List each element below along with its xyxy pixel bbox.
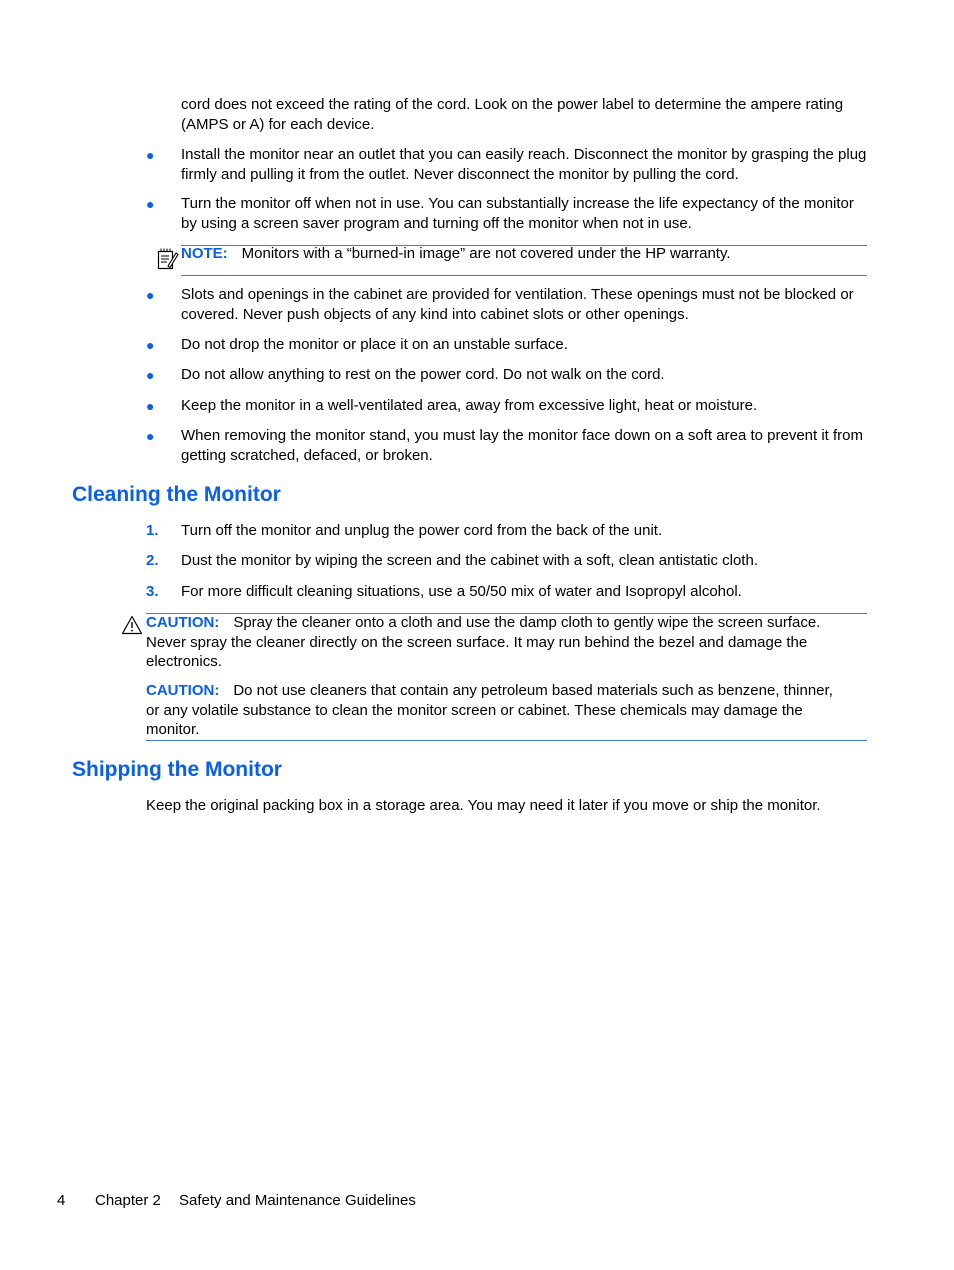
step-text: Dust the monitor by wiping the screen and the cabinet with a soft, clean antistatic cloth.: [181, 552, 758, 569]
list-item: Install the monitor near an outlet that you can easily reach. Disconnect the monitor by grasping the plug firmly and pulling it from the outlet. Never disconnect the monitor by pulling the cord.: [181, 146, 867, 183]
section-heading-cleaning: Cleaning the Monitor: [72, 483, 281, 506]
bullet-marker: ●: [146, 398, 155, 414]
step-number: 3.: [146, 583, 159, 600]
warning-triangle-icon: [121, 615, 143, 635]
caution-paragraph: [146, 681, 846, 740]
caution-rule-bottom: [146, 740, 867, 741]
caution-text: Do not use cleaners that contain any petroleum based materials such as benzene, thinner, or any volatile substance to clean the monitor screen or cabinet. These chemicals may damage the monitor.: [146, 682, 833, 738]
step-text: For more difficult cleaning situations, use a 50/50 mix of water and Isopropyl alcohol.: [181, 583, 742, 600]
bullet-marker: ●: [146, 428, 155, 444]
section-heading-shipping: Shipping the Monitor: [72, 758, 282, 781]
bullet-marker: ●: [146, 337, 155, 353]
note-paragraph: [181, 244, 871, 264]
list-item: When removing the monitor stand, you must lay the monitor face down on a soft area to prevent it from getting scratched, defaced, or broken.: [181, 427, 864, 464]
step-text: Turn off the monitor and unplug the power cord from the back of the unit.: [181, 522, 663, 539]
bullet-marker: ●: [146, 367, 155, 383]
note-text: Monitors with a “burned-in image” are not covered under the HP warranty.: [241, 245, 731, 262]
bullet-marker: ●: [146, 287, 155, 303]
bullet-marker: ●: [146, 147, 155, 163]
caution-label: CAUTION:: [146, 682, 220, 699]
note-icon: [157, 247, 179, 271]
list-item: Keep the monitor in a well-ventilated area, away from excessive light, heat or moisture.: [181, 397, 758, 414]
footer-chapter-title: Safety and Maintenance Guidelines: [179, 1192, 416, 1209]
page-number: 4: [57, 1192, 66, 1209]
list-item: Do not allow anything to rest on the power cord. Do not walk on the cord.: [181, 366, 665, 383]
shipping-paragraph: Keep the original packing box in a storage area. You may need it later if you move or ship the monitor.: [146, 797, 821, 814]
list-item: Do not drop the monitor or place it on an unstable surface.: [181, 336, 568, 353]
footer-chapter: Chapter 2: [95, 1192, 161, 1209]
list-item: Slots and openings in the cabinet are provided for ventilation. These openings must not be blocked or covered. Never push objects of any kind into cabinet slots or other openings.: [181, 286, 854, 323]
caution-paragraph: [146, 613, 846, 672]
continuation-paragraph: cord does not exceed the rating of the cord. Look on the power label to determine the ampere rating (AMPS or A) for each device.: [181, 96, 844, 133]
list-item: Turn the monitor off when not in use. You can substantially increase the life expectancy of the monitor by using a screen saver program and turning off the monitor when not in use.: [181, 195, 854, 232]
note-label: NOTE:: [181, 245, 228, 262]
step-number: 2.: [146, 552, 159, 569]
note-rule-bottom: [181, 275, 867, 276]
bullet-marker: ●: [146, 196, 155, 212]
caution-label: CAUTION:: [146, 614, 220, 631]
step-number: 1.: [146, 522, 159, 539]
caution-text: Spray the cleaner onto a cloth and use the damp cloth to gently wipe the screen surface. Never spray the cleaner directly on the screen surface. It may run behind the bezel and damage the electronics.: [146, 614, 821, 670]
